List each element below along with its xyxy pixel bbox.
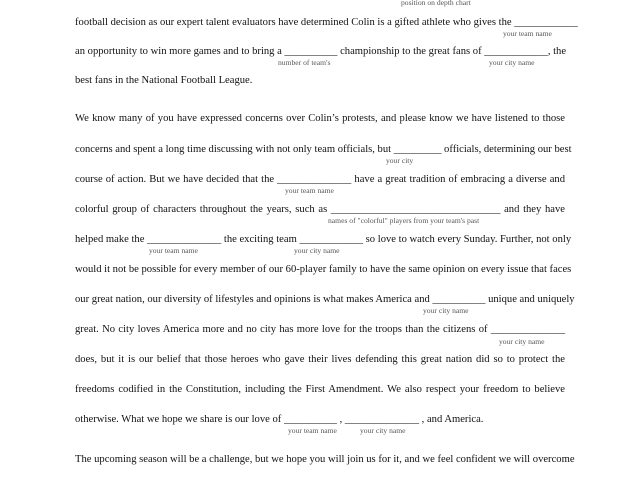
hint-your-city: your city [386,156,414,165]
paragraph-line: colorful group of characters throughout the years, such as ________________________________ and they have [75,204,565,215]
paragraph-line: helped make the ______________ the exciting team ____________ so love to watch every Sunday. Further, not only [75,234,572,245]
paragraph-line: The upcoming season will be a challenge, but we hope you will join us for it, and we feel confident we will overcome [75,454,575,465]
hint-your-city-name: your city name [423,306,469,315]
paragraph-line: an opportunity to win more games and to bring a __________ championship to the great fans of ____________, the [75,46,567,57]
hint-your-team-name: your team name [288,426,337,435]
paragraph-line: We know many of you have expressed concerns over Colin’s protests, and please know we have listened to those [75,113,565,124]
hint-colorful-players: names of "colorful" players from your team's past [328,216,480,225]
paragraph-line: football decision as our expert talent evaluators have determined Colin is a gifted athlete who gives the ____________ [75,17,578,28]
hint-your-city-name: your city name [489,58,535,67]
paragraph-line: best fans in the National Football League. [75,75,253,86]
paragraph-line: concerns and spent a long time discussing with not only team officials, but _________ officials, determining our best [75,144,572,155]
paragraph-line: great. No city loves America more and no city has more love for the troops than the citizens of ______________ [75,324,565,335]
paragraph-line: our great nation, our diversity of lifestyles and opinions is what makes America and __________ unique and uniquely [75,294,575,305]
paragraph-line: otherwise. What we hope we share is our love of __________ , ______________ , and America. [75,414,484,425]
paragraph-line: course of action. But we have decided that the ______________ have a great tradition of embracing a diverse and [75,174,565,185]
hint-your-team-name: your team name [285,186,334,195]
paragraph-line: would it not be possible for every member of our 60-player family to have the same opinion on every issue that faces [75,264,572,275]
hint-number-of-teams: number of team's [278,58,331,67]
hint-your-city-name: your city name [499,337,545,346]
hint-your-team-name: your team name [149,246,198,255]
paragraph-line: does, but it is our belief that those heroes who gave their lives defending this great nation did so to protect the [75,354,565,365]
hint-your-city-name: your city name [294,246,340,255]
hint-position-on-depth-chart: position on depth chart [401,0,471,7]
hint-your-team-name: your team name [503,29,552,38]
hint-your-city-name: your city name [360,426,406,435]
paragraph-line: freedoms codified in the Constitution, including the First Amendment. We also respect your freedom to believe [75,384,565,395]
